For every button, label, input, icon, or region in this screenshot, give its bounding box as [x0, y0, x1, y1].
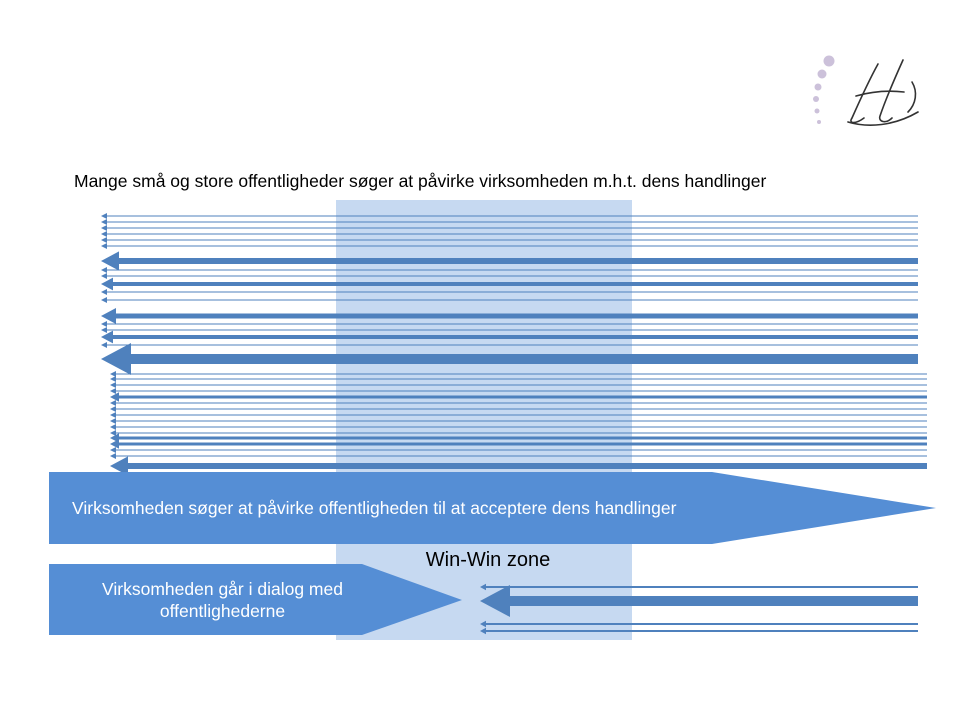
incoming-arrowhead	[110, 418, 116, 424]
incoming-arrowhead	[101, 237, 107, 243]
incoming-arrowhead	[101, 213, 107, 219]
incoming-arrowhead	[101, 225, 107, 231]
incoming-arrowhead	[110, 388, 116, 394]
dialog-arrow-label	[60, 578, 385, 622]
dialog-label-line-2: offentlighederne	[159, 601, 286, 621]
influence-arrow-label: Virksomheden søger at påvirke offentligheden til at acceptere dens handlinger	[72, 498, 677, 518]
incoming-arrowhead	[101, 342, 107, 348]
incoming-arrowhead	[101, 343, 131, 375]
incoming-arrowhead	[110, 400, 116, 406]
incoming-arrowhead	[110, 382, 116, 388]
logo-lh	[808, 52, 928, 132]
incoming-arrowhead	[110, 392, 119, 402]
incoming-arrowhead	[110, 439, 119, 449]
incoming-arrowhead	[101, 219, 107, 225]
incoming-arrowhead	[110, 430, 116, 436]
win-win-zone-label: Win-Win zone	[425, 549, 551, 571]
incoming-arrowhead	[101, 243, 107, 249]
incoming-arrowhead	[101, 231, 107, 237]
incoming-arrowhead	[101, 289, 107, 295]
incoming-arrowhead	[110, 412, 116, 418]
incoming-arrowhead	[110, 424, 116, 430]
incoming-arrowhead	[101, 251, 119, 270]
incoming-arrowhead	[101, 273, 107, 279]
incoming-arrowhead	[110, 447, 116, 453]
incoming-arrowhead	[101, 297, 107, 303]
incoming-arrowhead	[101, 327, 107, 333]
incoming-arrowhead	[101, 278, 113, 291]
incoming-arrowhead	[110, 371, 116, 377]
incoming-arrowhead	[101, 321, 107, 327]
incoming-arrowhead	[110, 406, 116, 412]
slide-title: Mange små og store offentligheder søger at påvirke virksomheden m.h.t. dens handlinger	[74, 171, 767, 191]
incoming-arrowhead	[101, 308, 116, 324]
incoming-arrowhead	[110, 376, 116, 382]
dialog-label-line-1: Virksomheden går i dialog med	[102, 579, 343, 599]
incoming-arrowhead	[101, 267, 107, 273]
incoming-arrowhead	[110, 453, 116, 459]
